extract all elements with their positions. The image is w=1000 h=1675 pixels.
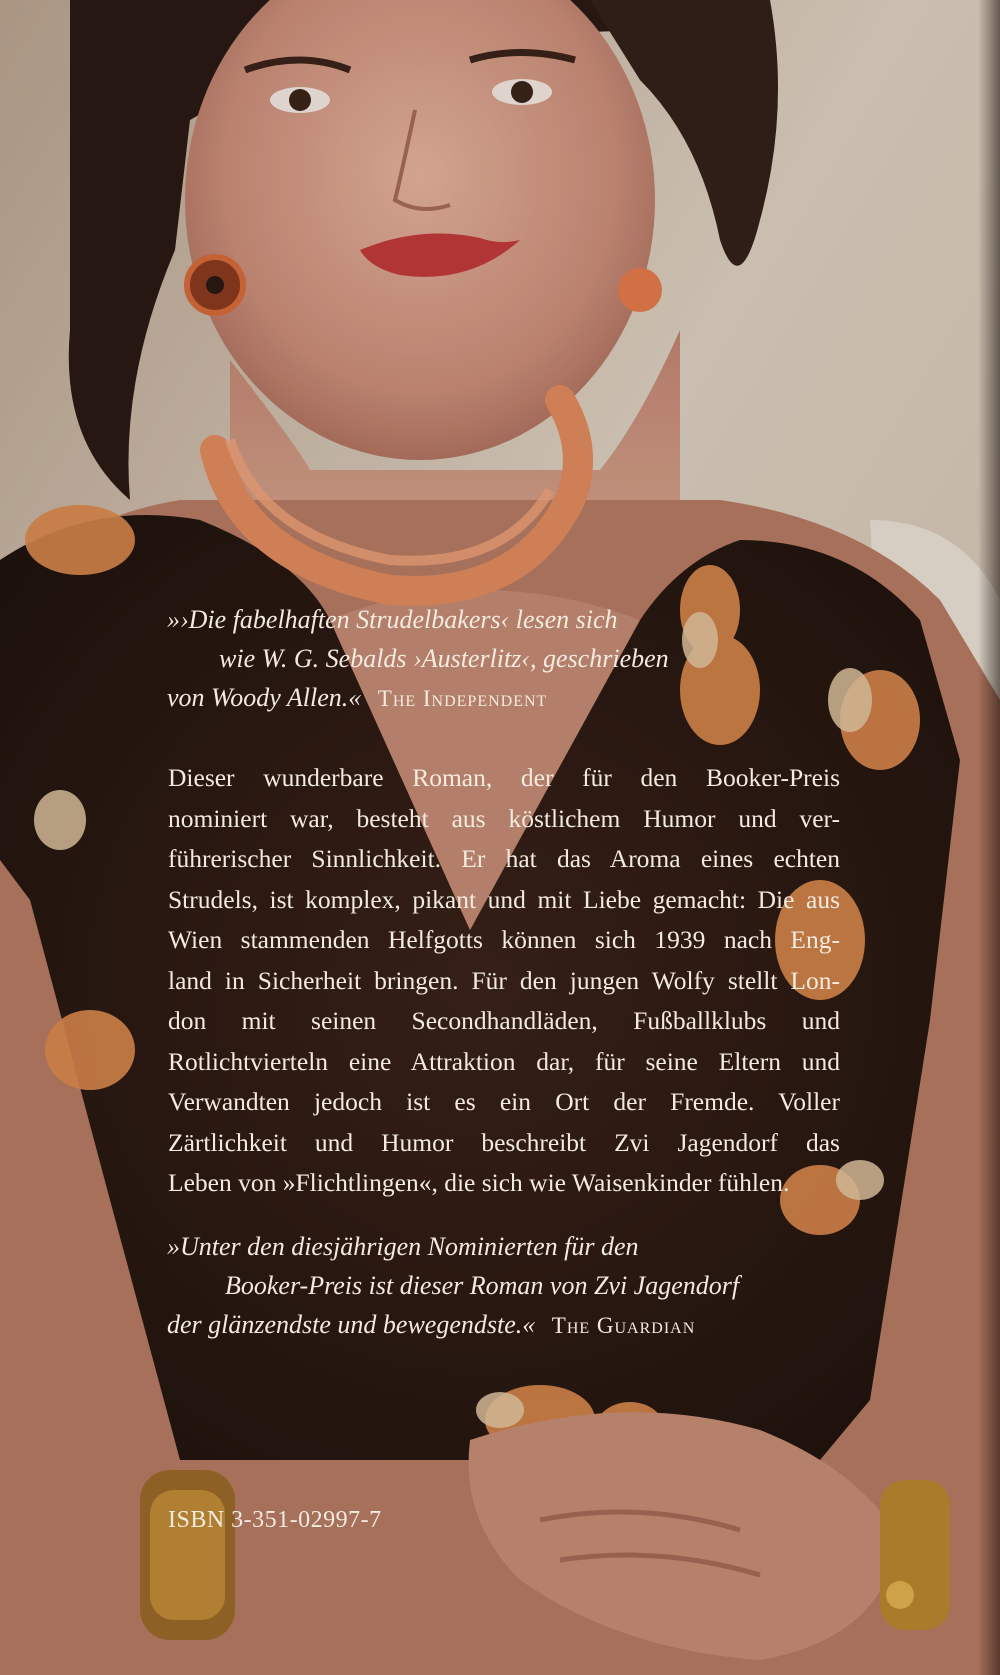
quote-line: Booker-Preis ist dieser Roman von Zvi Jagendorf [225, 1271, 740, 1300]
description-line: land in Sicherheit bringen. Für den jungen Wolfy stellt Lon- [168, 965, 840, 995]
description-line: Strudels, ist komplex, pikant und mit Liebe gemacht: Die aus [168, 884, 840, 914]
description-line: Zärtlichkeit und Humor beschreibt Zvi Jagendorf das [168, 1127, 840, 1157]
quote-line: wie W. G. Sebalds ›Austerlitz‹, geschrieben [219, 644, 669, 673]
description-line: nominiert war, besteht aus köstlichem Humor und ver- [168, 803, 840, 833]
review-quote-guardian [167, 1227, 739, 1345]
quote-source: The Guardian [551, 1313, 696, 1338]
description-line: Leben von »Flichtlingen«, die sich wie Waisenkinder fühlen. [168, 1168, 790, 1197]
quote-line: »Unter den diesjährigen Nominierten für den [167, 1232, 639, 1261]
description-line: Dieser wunderbare Roman, der für den Booker-Preis [168, 763, 840, 792]
review-quote-independent [167, 600, 669, 718]
description-line: Rotlichtvierteln eine Attraktion dar, für seine Eltern und [168, 1046, 840, 1076]
quote-line: der glänzendste und bewegendste.« [167, 1310, 536, 1339]
quote-line: von Woody Allen.« [167, 683, 362, 712]
quote-source: The Independent [377, 686, 548, 711]
cover-edge-shadow [978, 0, 1000, 1675]
description-line: don mit seinen Secondhandläden, Fußballklubs und [168, 1006, 840, 1035]
isbn-number: ISBN 3-351-02997-7 [168, 1507, 382, 1533]
book-description [168, 758, 840, 1204]
quote-line: »›Die fabelhaften Strudelbakers‹ lesen sich [167, 605, 618, 634]
description-line: führerischer Sinnlichkeit. Er hat das Aroma eines echten [168, 844, 840, 873]
description-line: Wien stammenden Helfgotts können sich 1939 nach Eng- [168, 925, 840, 954]
description-line: Verwandten jedoch ist es ein Ort der Fremde. Voller [168, 1087, 840, 1116]
